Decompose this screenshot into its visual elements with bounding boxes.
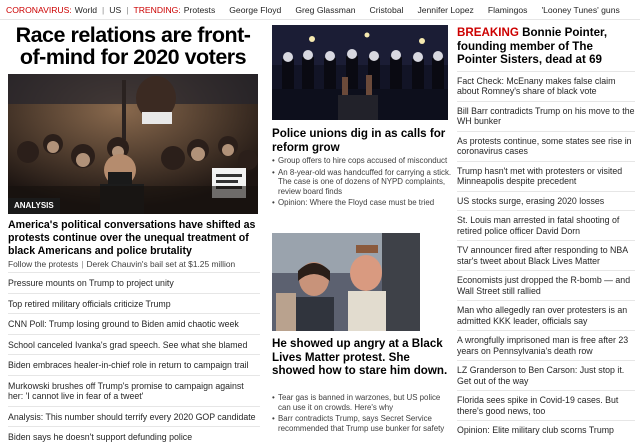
coronavirus-label: CORONAVIRUS: bbox=[6, 4, 72, 15]
trend-link-greg-glassman[interactable]: Greg Glassman bbox=[295, 4, 356, 15]
confrontation-photo bbox=[272, 233, 420, 331]
follow-protests-link[interactable]: Follow the protests bbox=[8, 259, 79, 269]
lead-headline[interactable]: Race relations are front-of-mind for 2020 voters bbox=[15, 23, 251, 69]
lead-image[interactable] bbox=[8, 74, 258, 214]
list-item[interactable]: Analysis: This number should terrify every 2020 GOP candidate bbox=[8, 406, 260, 427]
list-item[interactable]: • Opinion: Where the Floyd case must be tried bbox=[272, 198, 452, 208]
trending-label: TRENDING: bbox=[133, 4, 181, 15]
trend-link-world[interactable]: World bbox=[74, 4, 98, 15]
list-item[interactable]: • Group offers to hire cops accused of misconduct bbox=[272, 156, 452, 166]
list-item[interactable]: • Barr contradicts Trump, says Secret Service recommended that Trump use bunker for safety bbox=[272, 414, 452, 433]
list-item[interactable]: US stocks surge, erasing 2020 losses bbox=[457, 191, 635, 211]
breaking-headline[interactable] bbox=[457, 26, 635, 67]
list-item[interactable]: Man who allegedly ran over protesters is an admitted KKK leader, officials say bbox=[457, 300, 635, 330]
list-item[interactable]: St. Louis man arrested in fatal shooting of retired police officer David Dorn bbox=[457, 210, 635, 240]
trend-link-cristobal[interactable]: Cristobal bbox=[369, 4, 404, 15]
list-item[interactable]: Biden embraces healer-in-chief role in return to campaign trail bbox=[8, 354, 260, 375]
list-item[interactable]: LZ Granderson to Ben Carson: Just stop it. Get out of the way bbox=[457, 360, 635, 390]
list-item[interactable]: Florida sees spike in Covid-19 cases. But there's good news, too bbox=[457, 390, 635, 420]
trend-link-flamingos[interactable]: Flamingos bbox=[487, 4, 528, 15]
lead-story-list bbox=[8, 272, 260, 447]
lead-caption[interactable]: America's political conversations have shifted as protests continue over the unequal treatment of black Americans and police brutality bbox=[8, 219, 256, 257]
trending-bar: CORONAVIRUS: World | US | TRENDING: Protests George Floyd Greg Glassman Cristobal Jennifer Lopez Flamingos 'Looney Tunes' guns bbox=[0, 0, 640, 20]
protest-confrontation-image[interactable] bbox=[272, 233, 420, 331]
list-item[interactable]: • Tear gas is banned in warzones, but US police can use it on crowds. Here's why bbox=[272, 393, 452, 412]
list-item[interactable]: • An 8-year-old was handcuffed for carrying a stick. The case is one of dozens of NYPD complaints, review board finds bbox=[272, 168, 452, 197]
chauvin-bail-link[interactable]: Derek Chauvin's bail set at $1.25 million bbox=[86, 259, 236, 269]
lead-related-links: Follow the protests | Derek Chauvin's bail set at $1.25 million bbox=[8, 259, 236, 269]
breaking-label: BREAKING bbox=[457, 26, 519, 39]
trend-link-protests[interactable]: Protests bbox=[183, 4, 216, 15]
list-item[interactable]: Opinion: Elite military club scorns Trump bbox=[457, 420, 635, 440]
trend-link-us[interactable]: US bbox=[109, 4, 122, 15]
list-item[interactable]: Economists just dropped the R-bomb — and Wall Street still rallied bbox=[457, 270, 635, 300]
list-item[interactable]: Top retired military officials criticize Trump bbox=[8, 293, 260, 314]
list-item[interactable]: Trump hasn't met with protesters or visited Minneapolis despite precedent bbox=[457, 161, 635, 191]
police-line-image[interactable] bbox=[272, 25, 448, 120]
story3-bullets bbox=[272, 393, 452, 435]
breaking-headline-text: Bonnie Pointer, founding member of The Pointer Sisters, dead at 69 bbox=[457, 26, 608, 66]
list-item[interactable]: CNN Poll: Trump losing ground to Biden amid chaotic week bbox=[8, 313, 260, 334]
analysis-badge: ANALYSIS bbox=[8, 198, 60, 214]
list-item[interactable]: Biden says he doesn't support defunding police bbox=[8, 426, 260, 447]
blm-stare-down-headline[interactable]: He showed up angry at a Black Lives Matter protest. She showed how to stare him down. bbox=[272, 337, 448, 377]
police-line-photo bbox=[272, 25, 448, 120]
right-column bbox=[457, 26, 635, 440]
list-item[interactable]: Murkowski brushes off Trump's promise to campaign against her: 'I cannot live in fear of a tweet' bbox=[8, 375, 260, 406]
trend-link-jennifer-lopez[interactable]: Jennifer Lopez bbox=[417, 4, 474, 15]
list-item[interactable]: Fact Check: McEnany makes false claim about Romney's share of black vote bbox=[457, 71, 635, 101]
right-story-list bbox=[457, 71, 635, 440]
trend-link-looney-tunes[interactable]: 'Looney Tunes' guns bbox=[541, 4, 620, 15]
trend-link-george-floyd[interactable]: George Floyd bbox=[229, 4, 282, 15]
protest-photo bbox=[8, 74, 258, 214]
story2-bullets bbox=[272, 156, 452, 210]
list-item[interactable]: School canceled Ivanka's grad speech. See what she blamed bbox=[8, 334, 260, 355]
list-item[interactable]: Bill Barr contradicts Trump on his move to the WH bunker bbox=[457, 101, 635, 131]
list-item[interactable]: Pressure mounts on Trump to project unity bbox=[8, 272, 260, 293]
police-unions-headline[interactable]: Police unions dig in as calls for reform grow bbox=[272, 127, 446, 154]
list-item[interactable]: As protests continue, some states see rise in coronavirus cases bbox=[457, 131, 635, 161]
list-item[interactable]: A wrongfully imprisoned man is free after 23 years on Pennsylvania's death row bbox=[457, 330, 635, 360]
list-item[interactable]: TV announcer fired after responding to NBA star's tweet about Black Lives Matter bbox=[457, 240, 635, 270]
